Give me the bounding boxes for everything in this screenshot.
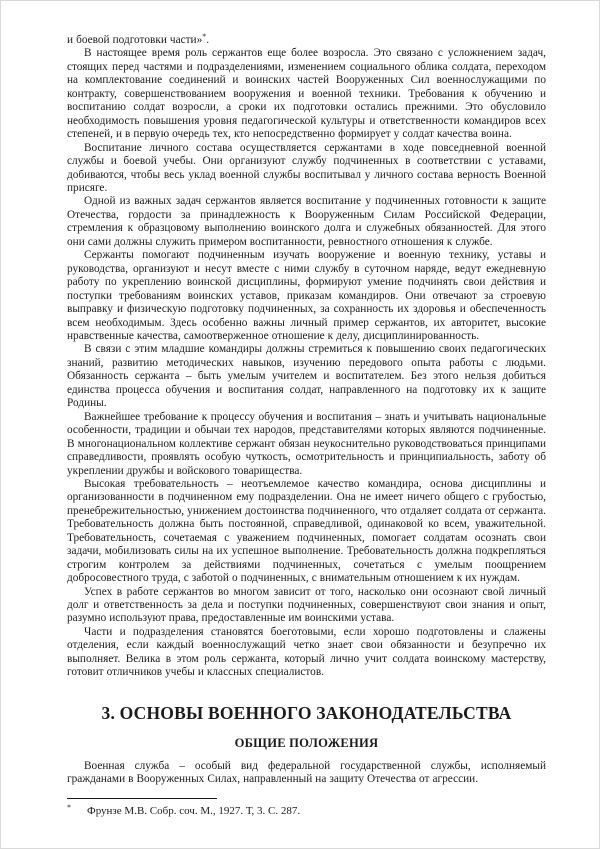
body-paragraph: Части и подразделения становятся боеготовыми, если хорошо подготовлены и слажены отделения, если каждый военнослужащий четко знает свои обязанности и безупречно их выполняет. Велика в этом роль сержанта, который лично учит солдата воинскому мастерству, готовит отличников учебы и классных специалистов. — [67, 625, 546, 679]
body-paragraph: Одной из важных задач сержантов является воспитание у подчиненных готовности к защите Отечества, гордости за принадлежность к Вооруженным Силам Российской Федерации, стремления к образцовому выполнению воинского долга и служебных обязанностей. Для этого они сами должны служить примером воспитанности, ревностного отношения к службе. — [67, 195, 546, 248]
body-paragraph: Воспитание личного состава осуществляется сержантами в ходе повседневной военной службы и боевой учебы. Они организуют службу подчиненных в соответствии с уставами, добиваются, чтобы весь уклад военной службы воспитывал у личного состава верность Военной присяге. — [67, 141, 546, 194]
body-paragraph: Успех в работе сержантов во многом зависит от того, насколько они осознают свой личный долг и ответственность за дела и поступки подчиненных, совершенствуют свои знания и опыт, разумно используют права, предоставленные им воинскими устава. — [67, 585, 546, 625]
text-block — [67, 34, 546, 818]
body-paragraph: В связи с этим младшие командиры должны стремиться к повышению своих педагогических знаний, развитию методических навыков, изучению передового опыта работы с людьми. Обязанность сержанта – быть умелым учителем и воспитателем. Без этого нельзя добиться единства процесса обучения и воспитания солдат, направленного на подготовку их к защите Родины. — [67, 343, 546, 410]
footnote-marker: * — [67, 802, 71, 812]
body-paragraph: Высокая требовательность – неотъемлемое качество командира, основа дисциплины и организованности в подчиненном ему подразделении. Она не имеет ничего общего с грубостью, пренебрежительностью, унижением достоинства подчиненного, что отдаляет солдата от сержанта. Требовательность должна быть постоянной, справедливой, одинаковой ко всем, уважительной. Требовательность, сочетаемая с уважением подчиненных, помогает солдатам осознать свои задачи, мобилизовать силы на их успешное выполнение. Требовательность должна подкрепляться строгим контролем за действиями подчиненных, сочетаться с умелым поощрением добросовестного труда, с заботой о подчиненных, с внимательным отношением к их нуждам. — [67, 477, 546, 585]
body-paragraph: В настоящее время роль сержантов еще более возросла. Это связано с усложнением задач, стоящих перед частями и подразделениями, изменением социального облика солдата, переходом на комплектование соединений и воинских частей Вооруженных Сил военнослужащими по контракту, совершенствованием вооружения и военной техники. Требования к обучению и воспитанию солдат возросли, а сроки их подготовки остались прежними. Это обусловило необходимость повышения уровня педагогической культуры и ответственности командиров всех степеней, и в первую очередь тех, кто непосредственно формирует у солдат качества воина. — [67, 47, 546, 141]
continuation-line — [67, 34, 546, 47]
section-intro-paragraph: Военная служба – особый вид федеральной государственной службы, исполняемый гражданами в Вооруженных Силах, направленный на защиту Отечества от агрессии. — [67, 759, 546, 786]
section-heading: 3. ОСНОВЫ ВОЕННОГО ЗАКОНОДАТЕЛЬСТВА — [101, 702, 512, 723]
footnote-divider — [67, 798, 217, 799]
footnote-area — [67, 798, 546, 818]
footnote — [67, 804, 546, 818]
body-paragraph: Сержанты помогают подчиненным изучать вооружение и военную технику, уставы и руководства, организуют и несут вместе с ними службу в суточном наряде, ведут ежедневную работу по укреплению воинской дисциплины, формируют умение подчинять свои действия и поступки требованиям воинских уставов, приказам командиров. Они отвечают за строевую выправку и физическую подготовку подчиненных, за сохранность их здоровья и обеспеченность всем необходимым. Здесь особенно важны личный пример сержантов, их авторитет, высокие нравственные качества, самоотверженное отношение к делу, дисциплинированность. — [67, 249, 546, 342]
continuation-text: и боевой подготовки части» — [67, 34, 203, 46]
footnote-marker: * — [202, 32, 207, 41]
body-paragraph: Важнейшее требование к процессу обучения и воспитания – знать и учитывать национальные особенности, традиции и обычаи тех народов, представителями которых являются подчиненные. В многонациональном коллективе сержант обязан неукоснительно руководствоваться принципами справедливости, проявлять особую чуткость, осмотрительность и принципиальность, заботу об укреплении дружбы и войскового товарищества. — [67, 410, 546, 477]
sub-heading: ОБЩИЕ ПОЛОЖЕНИЯ — [234, 735, 379, 750]
continuation-period: . — [206, 34, 210, 46]
footnote-text: Фрунзе М.В. Собр. соч. М., 1927. Т, 3. С. 287. — [87, 804, 301, 817]
